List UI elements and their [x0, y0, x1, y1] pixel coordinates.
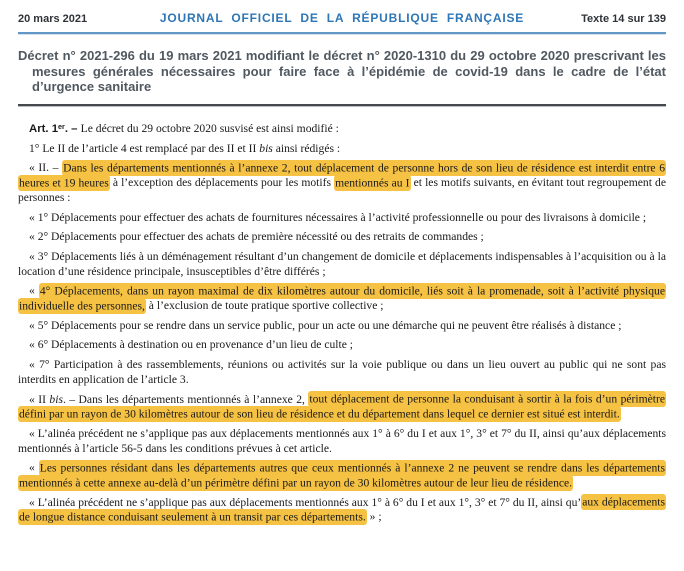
text-segment: à l’exception des déplacements pour les motifs — [109, 176, 335, 190]
text-segment: Le décret du 29 octobre 2020 susvisé est ainsi modifié : — [80, 122, 339, 136]
decree-body — [18, 120, 666, 525]
text-segment: « 1° Déplacements pour effectuer des achats de fournitures nécessaires à l’activité professionnelle ou pour des livraisons à domicile ; — [29, 210, 647, 224]
text-segment: et les motifs suivants, en évitant tout regroupement de personnes : — [18, 176, 666, 204]
paragraph — [18, 211, 666, 226]
text-segment: « 6° Déplacements à destination ou en provenance d’un lieu de culte ; — [29, 338, 353, 352]
decree-title: Décret n° 2021-296 du 19 mars 2021 modifiant le décret n° 2020-1310 du 29 octobre 2020 prescrivant les mesures générales nécessaires pour faire face à l’épidémie de covid-19 dans le cadre de l’état d’urgence sanitaire — [18, 48, 666, 95]
paragraph — [18, 161, 666, 205]
highlighted-text: Dans les départements mentionnés à l’annexe 2, tout déplacement de personne hors de son lieu de résidence est interdit entre 6 heures et 19 heures — [19, 161, 665, 190]
paragraph — [18, 120, 666, 137]
paragraph — [18, 338, 666, 353]
paragraph — [18, 461, 666, 490]
text-segment: » ; — [366, 510, 382, 524]
text-reference — [526, 13, 666, 25]
highlighted-text: mentionnés au I — [335, 176, 410, 190]
text-segment: « 7° Participation à des rassemblements, réunions ou activités sur la voie publique ou dans un lieu ouvert au public qui ne sont pas interdits en application de l’article 3. — [18, 358, 666, 386]
text-segment: er — [58, 121, 65, 131]
text-segment: « — [29, 461, 39, 475]
text-segment: « II — [29, 392, 50, 406]
highlighted-text: tout déplacement de personne la conduisant à sortir à la fois d’un périmètre défini par un rayon de 30 kilomètres autour de son lieu de résidence et du département dans lequel ce dernier est situé est interdit. — [19, 392, 665, 421]
text-segment: 1° Le II de l’article 4 est remplacé par des II et II — [29, 141, 260, 155]
text-segment: Art. 1 — [29, 123, 59, 136]
highlighted-text: aux déplacements de longue distance conduisant seulement à un transit par ces départements. — [19, 495, 665, 524]
text-ref-prefix: Texte — [581, 13, 610, 25]
text-segment: bis — [49, 392, 63, 406]
text-segment: . – — [64, 123, 81, 136]
text-segment: « II. – — [29, 161, 63, 175]
paragraph — [18, 496, 666, 525]
text-segment: ainsi rédigés : — [272, 141, 341, 155]
text-segment: « 3° Déplacements liés à un déménagement résultant d’un changement de domicile et déplacements indispensables à l’acquisition ou à la location d’une résidence principale, insusceptibles d’être différés ; — [18, 249, 666, 278]
paragraph — [18, 319, 666, 334]
title-divider — [18, 104, 666, 107]
text-segment: à l’exclusion de toute pratique sportive collective ; — [145, 299, 384, 313]
text-segment: . – Dans les départements mentionnés à l’annexe 2, — [62, 392, 309, 406]
text-ref-number: 14 — [612, 13, 625, 25]
text-ref-middle: sur — [627, 13, 645, 25]
highlighted-text: Les personnes résidant dans les départements autres que ceux mentionnés à l’annexe 2 ne peuvent se rendre dans les départements mentionnés à cette annexe au-delà d’un périmètre défini par un rayon de 30 kilomètres autour de leur lieu de résidence. — [19, 461, 665, 490]
page-header — [18, 0, 666, 25]
text-segment: « — [29, 284, 39, 298]
paragraph — [18, 427, 666, 456]
text-ref-total: 139 — [647, 13, 666, 25]
text-segment: « 2° Déplacements pour effectuer des achats de première nécessité ou des retraits de commandes ; — [29, 230, 484, 244]
text-segment: « 5° Déplacements pour se rendre dans un service public, pour un acte ou une démarche qui ne peuvent être réalisés à distance ; — [29, 318, 622, 332]
journal-title: JOURNAL OFFICIEL DE LA RÉPUBLIQUE FRANÇAISE — [159, 11, 525, 25]
paragraph — [18, 250, 666, 279]
paragraph — [18, 230, 666, 245]
text-segment: « L’alinéa précédent ne s’applique pas aux déplacements mentionnés aux 1° à 6° du I et aux 1°, 3° et 7° du II, ainsi qu’ — [29, 495, 582, 509]
publication-date: 20 mars 2021 — [18, 13, 88, 25]
paragraph — [18, 393, 666, 422]
highlighted-text: 4° Déplacements, dans un rayon maximal de dix kilomètres autour du domicile, liés soit à la promenade, soit à l’activité physique individuelle des personnes, — [19, 284, 665, 313]
paragraph — [18, 358, 666, 387]
text-segment: bis — [259, 141, 273, 155]
header-divider — [18, 32, 666, 35]
paragraph — [18, 284, 666, 313]
text-segment: « L’alinéa précédent ne s’applique pas aux déplacements mentionnés aux 1° à 6° du I et aux 1°, 3° et 7° du II, ainsi qu’aux déplacements mentionnés à l’article 56-5 dans les conditions prévues à cet article. — [18, 426, 666, 455]
paragraph — [18, 142, 666, 157]
